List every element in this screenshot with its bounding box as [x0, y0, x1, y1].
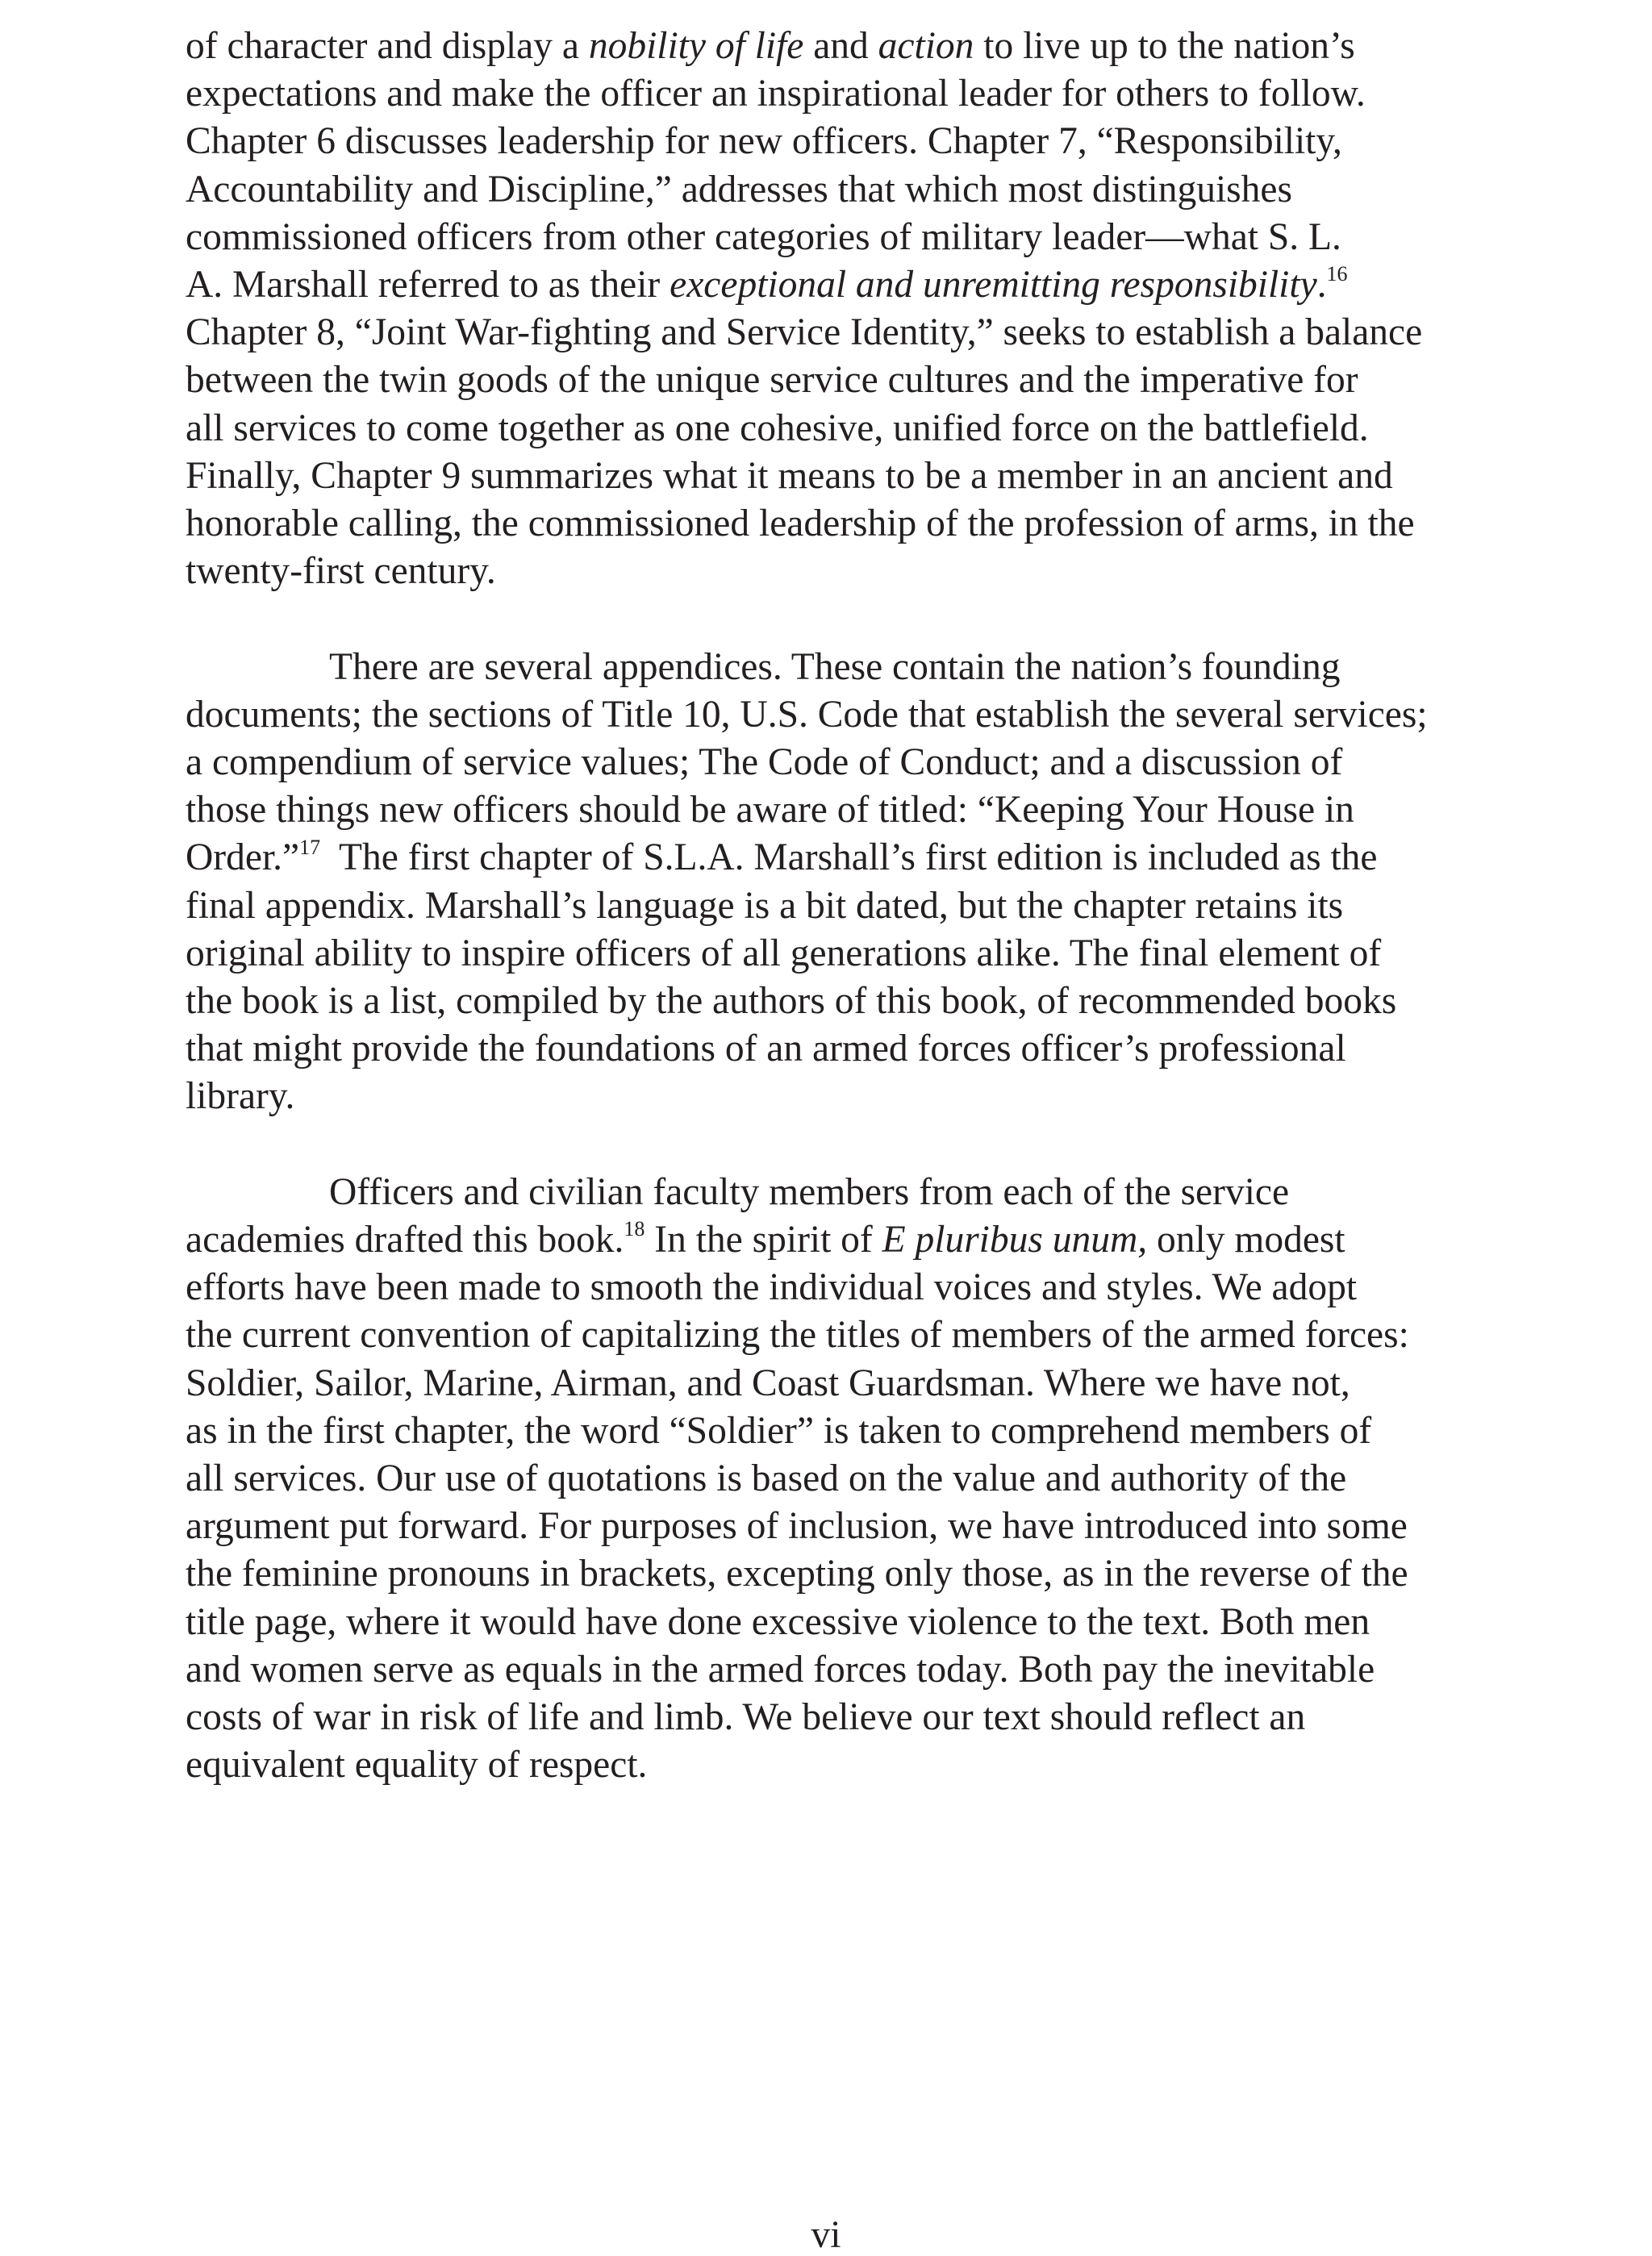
- text-line: Chapter 8, “Joint War-fighting and Service Identity,” seeks to establish a balance: [186, 311, 1423, 354]
- text-run: The first chapter of S.L.A. Marshall’s first edition is included as the: [320, 836, 1378, 879]
- italic-text: exceptional and unremitting responsibility: [670, 264, 1317, 306]
- text-line: [186, 834, 1476, 882]
- text-line: between the twin goods of the unique service cultures and the imperative for: [186, 359, 1358, 402]
- text-line: the current convention of capitalizing the titles of members of the armed forces:: [186, 1314, 1409, 1357]
- text-line: library.: [186, 1075, 295, 1118]
- body-text: [186, 23, 1476, 1789]
- text-line: Finally, Chapter 9 summarizes what it means to be a member in an ancient and: [186, 454, 1393, 497]
- text-run: to live up to the nation’s: [974, 25, 1355, 67]
- text-line: twenty-first century.: [186, 550, 496, 593]
- text-line: the feminine pronouns in brackets, excepting only those, as in the reverse of the: [186, 1553, 1408, 1595]
- text-line: efforts have been made to smooth the individual voices and styles. We adopt: [186, 1266, 1358, 1309]
- text-run: In the spirit of: [645, 1219, 882, 1261]
- text-line: [186, 261, 1476, 309]
- text-line: Officers and civilian faculty members from each of the service: [329, 1170, 1290, 1213]
- text-line: Soldier, Sailor, Marine, Airman, and Coast Guardsman. Where we have not,: [186, 1362, 1350, 1404]
- text-line: and women serve as equals in the armed forces today. Both pay the inevitable: [186, 1648, 1375, 1691]
- text-run: .: [1316, 264, 1327, 306]
- text-line: There are several appendices. These contain the nation’s founding: [329, 645, 1341, 688]
- text-line: Accountability and Discipline,” addresses that which most distinguishes: [186, 168, 1292, 211]
- text-line: a compendium of service values; The Code of Conduct; and a discussion of: [186, 741, 1343, 784]
- text-line: expectations and make the officer an inspirational leader for others to follow.: [186, 73, 1366, 115]
- paragraph-gap: [186, 1121, 1476, 1169]
- paragraph-1: [186, 23, 1476, 595]
- italic-text: action: [878, 25, 974, 67]
- text-run: of character and display a: [186, 25, 589, 67]
- text-line: original ability to inspire officers of all generations alike. The final element of: [186, 932, 1382, 974]
- text-line: documents; the sections of Title 10, U.S. Code that establish the several services;: [186, 693, 1428, 736]
- text-line: argument put forward. For purposes of inclusion, we have introduced into some: [186, 1505, 1408, 1548]
- text-line: all services. Our use of quotations is based on the value and authority of the: [186, 1457, 1347, 1500]
- paragraph-3: [186, 1169, 1476, 1790]
- text-run: academies drafted this book.: [186, 1219, 624, 1261]
- text-line: all services to come together as one cohesive, unified force on the battlefield.: [186, 407, 1369, 449]
- text-line: honorable calling, the commissioned leadership of the profession of arms, in the: [186, 502, 1415, 545]
- text-line: those things new officers should be aware of titled: “Keeping Your House in: [186, 789, 1354, 832]
- text-line: as in the first chapter, the word “Soldier” is taken to comprehend members of: [186, 1409, 1372, 1452]
- text-line: commissioned officers from other categories of military leader—what S. L.: [186, 215, 1341, 258]
- italic-text: E pluribus unum,: [882, 1219, 1148, 1261]
- text-line: [186, 23, 1476, 70]
- text-run: Order.”: [186, 836, 300, 879]
- text-line: final appendix. Marshall’s language is a bit dated, but the chapter retains its: [186, 884, 1344, 927]
- text-line: title page, where it would have done excessive violence to the text. Both men: [186, 1600, 1370, 1643]
- text-run: only modest: [1147, 1219, 1345, 1261]
- text-run: A. Marshall referred to as their: [186, 264, 670, 306]
- footnote-ref-16[interactable]: 16: [1326, 262, 1348, 286]
- italic-text: nobility of life: [588, 25, 804, 67]
- paragraph-gap: [186, 595, 1476, 643]
- text-line: the book is a list, compiled by the authors of this book, of recommended books: [186, 980, 1397, 1023]
- page-number: vi: [811, 2214, 841, 2256]
- paragraph-2: [186, 644, 1476, 1121]
- text-line: that might provide the foundations of an armed forces officer’s professional: [186, 1028, 1346, 1070]
- text-line: [186, 1216, 1476, 1264]
- text-run: and: [803, 25, 878, 67]
- footnote-ref-18[interactable]: 18: [624, 1217, 645, 1241]
- footnote-ref-17[interactable]: 17: [299, 835, 321, 859]
- text-line: costs of war in risk of life and limb. We believe our text should reflect an: [186, 1696, 1306, 1739]
- text-line: equivalent equality of respect.: [186, 1744, 648, 1787]
- text-line: Chapter 6 discusses leadership for new officers. Chapter 7, “Responsibility,: [186, 120, 1342, 163]
